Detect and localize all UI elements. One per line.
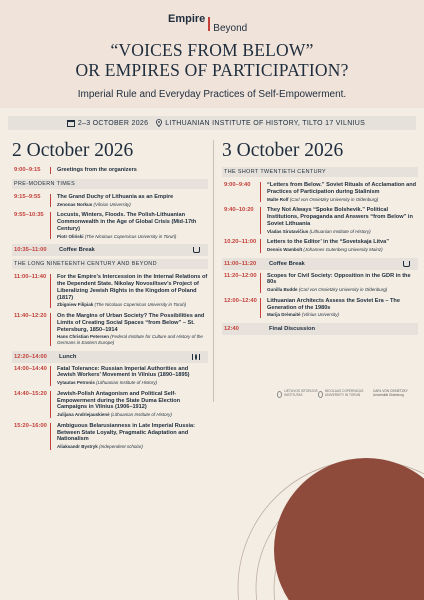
plate-shape	[195, 354, 197, 360]
talk-title: “Letters from Below.” Soviet Rituals of Acclamation and Practices of Participation during Stalinism	[267, 182, 417, 195]
item-time: 15:20–16:00	[14, 422, 47, 429]
accent-rule	[50, 391, 51, 418]
column-divider	[213, 140, 214, 402]
decorative-circles	[216, 438, 424, 600]
talk-speaker-line	[267, 312, 418, 318]
event-venue: LITHUANIAN INSTITUTE OF HISTORY, TILTO 17 VILNIUS	[165, 119, 366, 127]
accent-rule	[50, 212, 51, 239]
partner-emblem-icon	[318, 391, 323, 398]
accent-rule	[50, 366, 51, 386]
break-time: 12:40	[224, 325, 239, 332]
item-time: 9:00–9:15	[14, 167, 41, 173]
item-time: 11:20–12:00	[224, 272, 257, 279]
knife-blade	[199, 354, 200, 360]
talk-details	[57, 313, 208, 346]
item-time: 9:15–9:55	[14, 193, 41, 200]
program-item	[222, 273, 418, 293]
talk-title: On the Margins of Urban Society? The Possibilities and Limits of Creating Social Spaces “from Below” – St. Petersburg, 1850–1914	[57, 312, 205, 333]
talk-title: Lithuanian Architects Assess the Soviet Era – The Generation of the 1980s	[267, 297, 400, 311]
coffee-cup-icon	[193, 247, 200, 253]
program-item	[12, 366, 208, 386]
item-time: 9:40–10:20	[224, 207, 254, 214]
talk-details	[267, 182, 418, 202]
talk-details	[267, 239, 418, 252]
accent-rule	[50, 313, 51, 346]
item-time: 11:00–11:40	[14, 274, 47, 281]
logo-part-2: Beyond	[213, 22, 248, 34]
empire-beyond-logo	[168, 12, 248, 34]
talk-speaker-line	[57, 302, 208, 308]
talk-speaker-line	[267, 247, 418, 253]
accent-rule	[260, 182, 261, 202]
title-line-1: “VOICES FROM BELOW”	[110, 40, 314, 60]
speaker-name: Vytautas Petronis	[57, 380, 95, 386]
speaker-name: Marija Drėmaitė	[267, 312, 301, 318]
item-time: 9:00–9:40	[224, 182, 251, 188]
section-header: THE LONG NINETEENTH CENTURY AND BEYOND	[12, 259, 208, 269]
program-item	[222, 207, 418, 234]
talk-speaker-line	[57, 444, 208, 450]
break-time: 10:35–11:00	[14, 247, 47, 254]
program-item	[12, 194, 208, 207]
talk-speaker-line	[267, 229, 418, 235]
partner-logo: NICOLAUS COPERNICUS UNIVERSITY IN TORUŃ	[318, 390, 373, 397]
accent-rule	[260, 273, 261, 293]
accent-rule	[50, 423, 51, 450]
item-time: 14:00–14:40	[14, 365, 47, 372]
talk-details	[57, 366, 208, 386]
speaker-name: Piotr Oliński	[57, 233, 84, 239]
speaker-name: Hans Christian Petersen	[57, 334, 110, 340]
talk-speaker-line	[267, 287, 418, 293]
talk-details	[267, 298, 418, 318]
program-item	[12, 167, 208, 174]
talk-speaker-line	[57, 380, 208, 386]
program-item	[222, 298, 418, 318]
talk-speaker-line	[57, 334, 208, 345]
speaker-affiliation: (Lithuanian Institute of History)	[96, 380, 158, 386]
accent-rule	[260, 207, 261, 234]
speaker-affiliation: (Vilnius University)	[301, 312, 339, 318]
break-row	[222, 323, 418, 335]
talk-details	[57, 167, 208, 174]
event-dates: 2–3 OCTOBER 2026	[77, 119, 149, 127]
fork-prong	[192, 354, 193, 360]
talk-title: Scopes for Civil Society: Opposition in the GDR in the 80s	[267, 272, 411, 286]
break-label: Coffee Break	[269, 260, 305, 267]
location-pin-icon	[156, 119, 162, 127]
break-row	[222, 258, 418, 270]
section-header: PRE-MODERN TIMES	[12, 179, 208, 189]
coffee-cup-icon	[403, 261, 410, 267]
event-info-bar	[8, 116, 416, 130]
talk-details	[57, 391, 208, 418]
talk-title: For the Empire’s Intercession in the Internal Relations of the Dependent State. Nikolay Novosiltsev’s Project of Liberalizing Jewish Rights in the Kingdom of Poland (1817)	[57, 274, 208, 301]
accent-rule	[50, 194, 51, 207]
talk-details	[267, 207, 418, 234]
page-title	[0, 40, 424, 80]
talk-details	[267, 273, 418, 293]
talk-speaker-line	[57, 202, 208, 208]
program-item	[222, 239, 418, 252]
program-item	[222, 182, 418, 202]
program-item	[12, 313, 208, 346]
break-row	[12, 351, 208, 363]
accent-rule	[260, 298, 261, 318]
item-time: 11:40–12:20	[14, 312, 47, 319]
partner-emblem-icon	[277, 391, 282, 398]
title-line-2: OR EMPIRES OF PARTICIPATION?	[75, 60, 349, 80]
speaker-affiliation: (Johannes Gutenberg University Mainz)	[303, 246, 383, 252]
speaker-name: Aliaksandr Bystryk	[57, 444, 98, 450]
speaker-affiliation: (Carl von Ossietzky University in Oldenburg)	[289, 196, 379, 202]
talk-details	[57, 194, 208, 207]
speaker-name: Malte Rolf	[267, 196, 289, 202]
speaker-affiliation: (Carl von Ossietzky University in Oldenburg)	[298, 287, 388, 293]
talk-title: Letters to the Editor’ in the “Sovetskaja Litva”	[267, 239, 390, 246]
speaker-affiliation: (The Nicolaus Copernicus University in Toruń)	[84, 233, 177, 239]
calendar-icon	[67, 120, 75, 127]
logo-part-1: Empire	[168, 13, 206, 25]
accent-rule	[50, 274, 51, 308]
partner-logo: LIETUVOS ISTORIJOS INSTITUTAS	[277, 390, 318, 397]
break-time: 11:00–11:20	[224, 260, 257, 267]
talk-details	[57, 274, 208, 308]
break-time: 12:20–14:00	[14, 353, 47, 360]
speaker-affiliation: (Lithuanian Institute of History)	[309, 228, 371, 234]
talk-title: Locusts, Winters, Floods. The Polish-Lithuanian Commonwealth in the Age of Global Crisis (Mid-17th Century)	[57, 212, 197, 232]
accent-rule	[50, 167, 51, 174]
speaker-name: Zenonas Norkus	[57, 201, 93, 207]
speaker-affiliation: (Lithuanian Institute of History)	[110, 412, 172, 418]
talk-title: Fatal Tolerance: Russian Imperial Authorities and Jewish Workers’ Movement in Vilnius (1890–1895)	[57, 365, 190, 379]
talk-title: The Grand Duchy of Lithuania as an Empire	[57, 193, 174, 200]
speaker-affiliation: (Independent scholar)	[99, 444, 143, 450]
break-label: Final Discussion	[269, 325, 316, 332]
speaker-affiliation: (The Nicolaus Copernicus University in Toruń)	[94, 302, 187, 308]
break-label: Lunch	[59, 353, 77, 360]
program-item	[12, 212, 208, 239]
break-row	[12, 244, 208, 256]
talk-speaker-line	[57, 234, 208, 240]
day-1-column	[12, 140, 208, 455]
talk-title: They Not Always “Spoke Bolshevik.” Political Institutions, Propaganda and Answers “from Below” in Soviet Lithuania	[267, 207, 413, 227]
talk-details	[57, 212, 208, 239]
item-time: 10.20–11:00	[224, 239, 257, 246]
speaker-name: Gunilla Budde	[267, 287, 298, 293]
speaker-name: Zbigniew Filipiak	[57, 302, 94, 308]
day-1-heading: 2 October 2026	[12, 140, 134, 161]
item-time: 14:40–15:20	[14, 390, 47, 397]
talk-title: Ambiguous Belarusianness in Late Imperial Russia: Between State Loyalty, Pragmatic Adaptation and Nationalism	[57, 422, 196, 443]
day-1-program	[12, 167, 208, 450]
day-2-column	[222, 140, 418, 338]
accent-rule	[260, 239, 261, 252]
logo-divider	[208, 17, 210, 31]
partner-logos	[277, 386, 417, 402]
cutlery-icon	[192, 354, 200, 360]
speaker-name: Dennis Wambolt	[267, 246, 303, 252]
speaker-affiliation: (Federal Institute for Culture and History of the Germans in Eastern Europe)	[57, 334, 203, 345]
item-time: 12:00–12:40	[224, 297, 257, 304]
talk-speaker-line	[57, 412, 208, 418]
item-time: 9:55–10:35	[14, 212, 44, 219]
partner-logo: CARL VON OSSIETZKY Universität Oldenburg	[372, 389, 408, 397]
talk-title: Greetings from the organizers	[57, 167, 137, 173]
day-2-heading: 3 October 2026	[222, 140, 344, 161]
program-item	[12, 423, 208, 450]
talk-details	[57, 423, 208, 450]
speaker-name: Julijana Andriejauskienė	[57, 412, 110, 418]
program-item	[12, 274, 208, 308]
speaker-affiliation: (Vilnius University)	[93, 201, 131, 207]
day-2-program	[222, 167, 418, 335]
section-header: THE SHORT TWENTIETH CENTURY	[222, 167, 418, 177]
talk-speaker-line	[267, 197, 418, 203]
break-label: Coffee Break	[59, 247, 95, 254]
program-item	[12, 391, 208, 418]
speaker-name: Vladas Sirutavičius	[267, 228, 309, 234]
talk-title: Jewish-Polish Antagonism and Political Self-Empowerment during the State Duma Election Campaigns in Vilnius (1906–1912)	[57, 390, 181, 411]
page-subtitle: Imperial Rule and Everyday Practices of Self-Empowerment.	[77, 89, 347, 100]
